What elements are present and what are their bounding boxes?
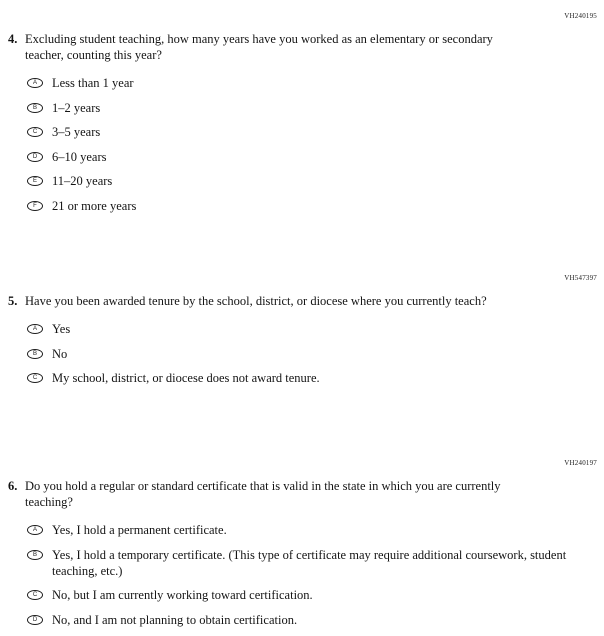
question-6-accession-code: VH240197 — [564, 459, 597, 467]
answer-option[interactable] — [27, 124, 604, 140]
question-4-text: Excluding student teaching, how many years have you worked as an elementary or secondary teacher, counting this year? — [25, 32, 493, 62]
answer-bubble-icon[interactable] — [27, 127, 43, 137]
answer-option[interactable] — [27, 612, 604, 628]
answer-bubble-icon[interactable] — [27, 615, 43, 625]
answer-bubble-icon[interactable] — [27, 525, 43, 535]
bubble-letter: B — [32, 104, 37, 111]
question-5-number: 5. — [8, 294, 18, 308]
option-label: My school, district, or diocese does not award tenure. — [52, 371, 320, 385]
option-label: No, and I am not planning to obtain certification. — [52, 612, 298, 627]
question-6 — [0, 459, 604, 636]
answer-bubble-icon[interactable] — [27, 590, 43, 600]
bubble-letter: C — [32, 129, 38, 135]
bubble-letter: A — [32, 80, 37, 86]
option-label: 1–2 years — [52, 100, 101, 115]
question-4-options — [0, 75, 604, 214]
answer-bubble-icon[interactable] — [27, 349, 43, 359]
answer-option[interactable] — [27, 547, 604, 579]
option-label: Yes, I hold a permanent certificate. — [52, 523, 227, 537]
option-label: Yes — [52, 322, 71, 336]
answer-bubble-icon[interactable] — [27, 201, 43, 211]
answer-bubble-icon[interactable] — [27, 324, 43, 334]
answer-option[interactable] — [27, 198, 604, 214]
option-label: No — [52, 346, 68, 361]
question-5-text: Have you been awarded tenure by the school, district, or diocese where you currently teach? — [25, 294, 487, 308]
option-label: 21 or more years — [52, 198, 137, 213]
answer-bubble-icon[interactable] — [27, 176, 43, 186]
option-label: 11–20 years — [52, 174, 113, 188]
question-6-options — [0, 522, 604, 628]
option-label: Less than 1 year — [52, 76, 134, 90]
bubble-letter: C — [32, 375, 38, 381]
answer-bubble-icon[interactable] — [27, 550, 43, 560]
bubble-letter: B — [32, 350, 37, 357]
answer-bubble-icon[interactable] — [27, 103, 43, 113]
answer-bubble-icon[interactable] — [27, 152, 43, 162]
answer-option[interactable] — [27, 522, 604, 538]
bubble-letter: E — [32, 178, 37, 184]
answer-option[interactable] — [27, 370, 604, 386]
bubble-letter: A — [32, 527, 37, 533]
bubble-letter: F — [33, 202, 37, 209]
answer-option[interactable] — [27, 75, 604, 91]
question-6-text: Do you hold a regular or standard certificate that is valid in the state in which you are currently teaching? — [25, 479, 501, 509]
option-label: 6–10 years — [52, 149, 107, 164]
answer-option[interactable] — [27, 321, 604, 337]
question-5-options — [0, 321, 604, 386]
question-4-number: 4. — [8, 32, 18, 46]
bubble-letter: D — [32, 616, 38, 623]
question-5-prompt — [0, 293, 604, 309]
question-4 — [0, 12, 604, 222]
question-5 — [0, 274, 604, 395]
option-label: 3–5 years — [52, 125, 101, 139]
question-5-accession-code: VH547397 — [564, 274, 597, 282]
bubble-letter: B — [32, 551, 37, 558]
answer-option[interactable] — [27, 587, 604, 603]
question-4-accession-code: VH240195 — [564, 12, 597, 20]
option-label: Yes, I hold a temporary certificate. (This type of certificate may require additional coursework, student teaching, etc.) — [52, 547, 567, 578]
answer-bubble-icon[interactable] — [27, 78, 43, 88]
answer-option[interactable] — [27, 346, 604, 362]
answer-bubble-icon[interactable] — [27, 373, 43, 383]
question-6-number: 6. — [8, 479, 18, 493]
answer-option[interactable] — [27, 173, 604, 189]
question-4-prompt — [0, 31, 604, 63]
bubble-letter: C — [32, 592, 38, 598]
bubble-letter: A — [32, 326, 37, 332]
bubble-letter: D — [32, 153, 38, 160]
answer-option[interactable] — [27, 149, 604, 165]
question-6-prompt — [0, 478, 604, 510]
answer-option[interactable] — [27, 100, 604, 116]
option-label: No, but I am currently working toward certification. — [52, 588, 313, 602]
